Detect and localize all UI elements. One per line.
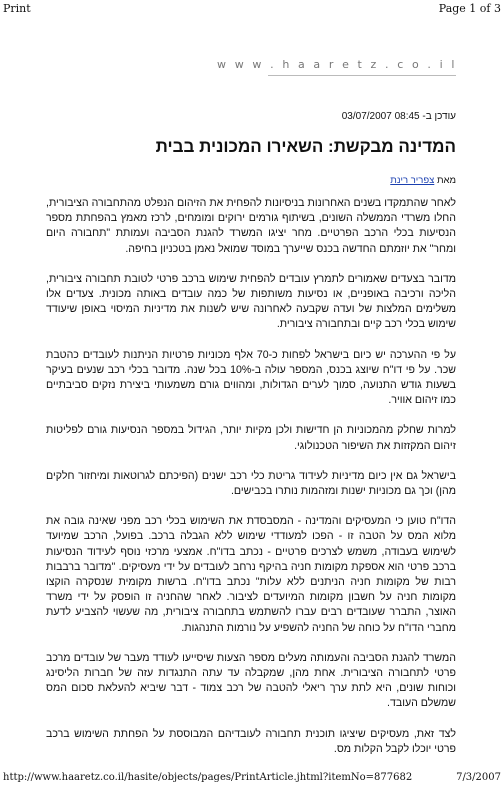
site-name: w w w . h a a r e t z . c o . i l xyxy=(217,58,457,71)
print-footer-date: 7/3/2007 xyxy=(456,772,501,783)
header-divider xyxy=(268,75,456,76)
article-paragraph: הדו"ח טוען כי המעסיקים והמדינה - המסבסדת את השימוש בכלי רכב מפני שאינה גובה את מלוא המס על הטבה זו - הפכו למעודדי שימוש ללא הגבלה ברכב. בפועל, הרכב שמיועד לשימוש בעבודה, משמש לצרכים פרטיים - נכתב בדו"ח. אמצעי מרכזי נוסף לעידוד הנסיעות ברכב פרטי הוא אספקת מקומות חניה בהיקף נרחב לעובדים על ידי מעסיקים. "מדובר ברבבות רבות של מקומות חניה הניתנים ללא עלות" נכתב בדו"ח. ברשות מקומית שנסקרה הוקצו מקומות חניה על חשבון מקומות המיועדים לציבור. לאחר שהחניה זו הופסק על ידי משרד האוצר, התברר שעובדים רבים עברו להשתמש בתחבורה ציבורית, מה שעשוי להצביע לדעת מחברי הדו"ח על כוחה של החניה להשפיע על נורמות התנהגות. xyxy=(46,515,456,634)
print-page-number: Page 1 of 3 xyxy=(438,2,501,15)
article-byline xyxy=(390,175,456,186)
article-paragraph: בישראל גם אין כיום מדיניות לעידוד גריטת כלי רכב ישנים (הפיכתם לגרוטאות ומיחזור חלקים מהן) וכך גם מכוניות ישנות ומזהמות נותרו בכבישים. xyxy=(46,469,456,498)
print-header-title: Print xyxy=(3,2,31,15)
article-paragraph: על פי ההערכה יש כיום בישראל לפחות כ-70 אלף מכוניות פרטיות הניתנות לעובדים כהטבת שכר. על פי דו"ח שיוצג בכנס, המספר עולה ב-10% בכל שנה. מדובר בכלי רכב שנעים בעיקר בשעות גודש התנועה, סמוך לערים הגדולות, ומהווים גורם משמעותי ביצירת נזקים סביבתיים כמו זיהום אוויר. xyxy=(46,348,456,407)
article-paragraph: לצד זאת, מעסיקים שיציגו תוכנית תחבורה לעובדיהם המבוססת על הפחתת השימוש ברכב פרטי יוכלו לקבל הקלות מס. xyxy=(46,727,456,755)
article-headline: המדינה מבקשת: השאירו המכונית בבית xyxy=(155,137,456,156)
article-paragraph: המשרד להגנת הסביבה והעמותה מעלים מספר הצעות שיסייעו לעודד מעבר של עובדים מרכב פרטי לתחבורה הציבורית. אחת מהן, שמקבלה עד עתה התנגדות עזה של חברות הליסינג וכוחות שונים, היא לתת ערך ריאלי להטבה של רכב צמוד - דבר שיביא להעלאת סכום המס שמשלם העובד. xyxy=(46,651,456,710)
article-paragraph: למרות שחלק מהמכוניות הן חדישות ולכן מקיות יותר, הגידול במספר הנסיעות גורם לפליטות זיהום המקזזות את השיפור הטכנולוגי. xyxy=(46,424,456,452)
article-body xyxy=(46,196,456,762)
article-paragraph: מדובר בצעדים שאמורים לתמרץ עובדים להפחית שימוש ברכב פרטי לטובת תחבורה ציבורית, הליכה ורכיבה באופניים, או נסיעות משותפות של כמה עובדים באותה מכונית. צעדים אלו משלימים המלצות של ועדה שקבעה לאחרונה שיש לשנות את מדיניות המיסוי באופן שיעודד שימוש בכלי רכב קיים ובתחבורה ציבורית. xyxy=(46,272,456,331)
article-paragraph: לאחר שהתמקדו בשנים האחרונות בניסיונות להפחית את הזיהום הנפלט מהתחבורה הציבורית, החלו משרדי הממשלה השונים, בשיתוף גורמים ירוקים ומומחים, לרכז מאמץ בהפחתת מספר הנסיעות בכלי הרכב הפרטיים. מחר יציגו המשרד להגנת הסביבה ועמותת "תחבורה היום ומחר" את יוזמתם החדשה בכנס שייערך במוסד שמואל נאמן בטכניון בחיפה. xyxy=(46,197,456,255)
article-dateline: עודכן ב- 08:45 03/07/2007 xyxy=(341,111,456,122)
print-footer-url: http://www.haaretz.co.il/hasite/objects/pages/PrintArticle.jhtml?itemNo=877682 xyxy=(3,772,413,783)
author-link[interactable]: צפריר רינת xyxy=(390,175,435,186)
byline-prefix: מאת xyxy=(436,175,456,186)
